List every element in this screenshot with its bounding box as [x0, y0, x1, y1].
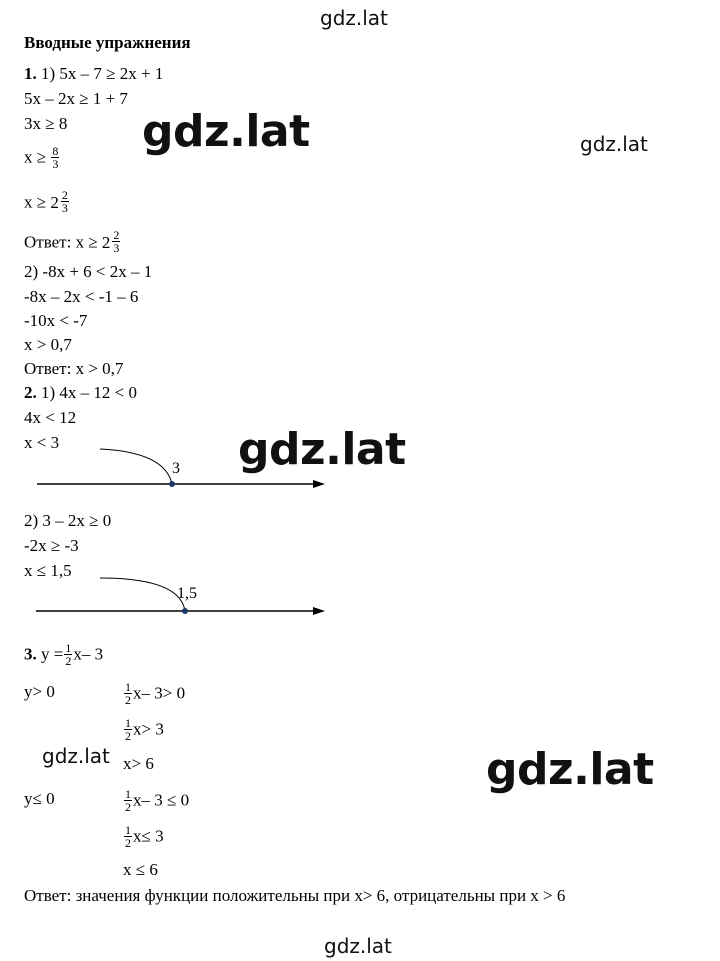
ex3-neg-line2	[123, 825, 164, 850]
fraction-numerator: 8	[52, 144, 59, 158]
fraction-denominator: 3	[113, 241, 120, 255]
ex3-eq-post: x– 3	[73, 644, 104, 664]
ex3-number: 3.	[24, 644, 37, 664]
fraction-numerator: 1	[125, 680, 131, 694]
ex3-pos-line2	[123, 718, 164, 743]
fraction-numerator: 1	[65, 641, 72, 655]
ex2-number: 2.	[24, 383, 37, 402]
mixed-whole: 2	[50, 192, 59, 212]
ex3-pos-label: y> 0	[24, 682, 55, 701]
ex1-p2-line1: 2) -8x + 6 < 2x – 1	[24, 262, 153, 281]
fraction-denominator: 2	[65, 654, 72, 668]
watermark-left-mid: gdz.lat	[42, 744, 110, 768]
ex3-pos-line1	[123, 682, 185, 707]
ex3-pos-line2-post: x> 3	[133, 719, 164, 739]
watermark-large-2: gdz.lat	[238, 424, 406, 475]
fraction-numerator: 2	[113, 228, 120, 242]
fraction-numerator: 1	[125, 716, 131, 730]
fraction-numerator: 1	[125, 823, 131, 837]
ex3-eq-pre: y =	[41, 644, 64, 664]
ex3-neg-line3: x ≤ 6	[123, 860, 158, 879]
ex1-p2-line3: -10x < -7	[24, 311, 88, 330]
ex1-p1-answer-pre: Ответ: x ≥	[24, 232, 98, 252]
ex3-pos-line1-post: x– 3> 0	[133, 683, 186, 703]
ex2-p2-line1: 2) 3 – 2x ≥ 0	[24, 511, 112, 530]
ex3-equation	[24, 643, 103, 668]
fraction-denominator: 2	[125, 729, 131, 743]
ex1-p1-line3: 3x ≥ 8	[24, 114, 68, 133]
fraction-denominator: 2	[125, 693, 131, 707]
fraction-denominator: 3	[52, 157, 59, 171]
ex1-p1-line5-pre: x ≥	[24, 192, 47, 212]
fraction	[124, 717, 132, 742]
ex2-p2-line3: x ≤ 1,5	[24, 561, 72, 580]
ex2-p2-line2: -2x ≥ -3	[24, 536, 79, 555]
fraction-denominator: 3	[61, 201, 68, 215]
fraction	[64, 642, 72, 667]
watermark-top: gdz.lat	[320, 6, 388, 30]
arrow-head-icon	[313, 607, 325, 615]
point-marker	[182, 608, 188, 614]
fraction-denominator: 2	[125, 836, 131, 850]
watermark-large-3: gdz.lat	[486, 744, 654, 795]
ex3-neg-line2-post: x≤ 3	[133, 826, 164, 846]
ex1-p1-line2: 5x – 2x ≥ 1 + 7	[24, 89, 128, 108]
number-line-1-label: 3	[172, 460, 180, 477]
ex3-neg-line1-post: x– 3 ≤ 0	[133, 790, 190, 810]
watermark-large-1: gdz.lat	[142, 106, 310, 157]
ex3-neg-label: y≤ 0	[24, 789, 55, 808]
ex3-neg-line1	[123, 789, 189, 814]
fraction-numerator: 1	[125, 787, 131, 801]
ex1-p2-line4: x > 0,7	[24, 335, 72, 354]
ex3-pos-line3: x> 6	[123, 754, 154, 773]
fraction	[124, 824, 132, 849]
fraction-numerator: 2	[61, 188, 68, 202]
hatch-arc	[100, 578, 185, 611]
fraction-denominator: 2	[125, 800, 131, 814]
number-line-2-label: 1,5	[177, 585, 197, 602]
fraction	[124, 788, 132, 813]
section-heading: Вводные упражнения	[24, 33, 191, 52]
ex3-answer: Ответ: значения функции положительны при x> 6, отрицательны при x > 6	[24, 886, 566, 905]
ex2-p1-line2: 4x < 12	[24, 408, 77, 427]
ex2-p1-line1: 1) 4x – 12 < 0	[41, 383, 137, 402]
ex1-p2-answer: Ответ: x > 0,7	[24, 359, 124, 378]
fraction	[124, 681, 132, 706]
ex1-p1-line1: 1) 5x – 7 ≥ 2x + 1	[41, 64, 164, 83]
mixed-whole: 2	[101, 232, 111, 252]
ex1-p1-line4-pre: x ≥	[24, 147, 47, 167]
watermark-right-1: gdz.lat	[580, 132, 648, 156]
watermark-bottom: gdz.lat	[324, 934, 392, 958]
ex1-number: 1.	[24, 64, 37, 83]
ex1-p2-line2: -8x – 2x < -1 – 6	[24, 287, 139, 306]
ex2-p1-line3: x < 3	[24, 433, 60, 452]
